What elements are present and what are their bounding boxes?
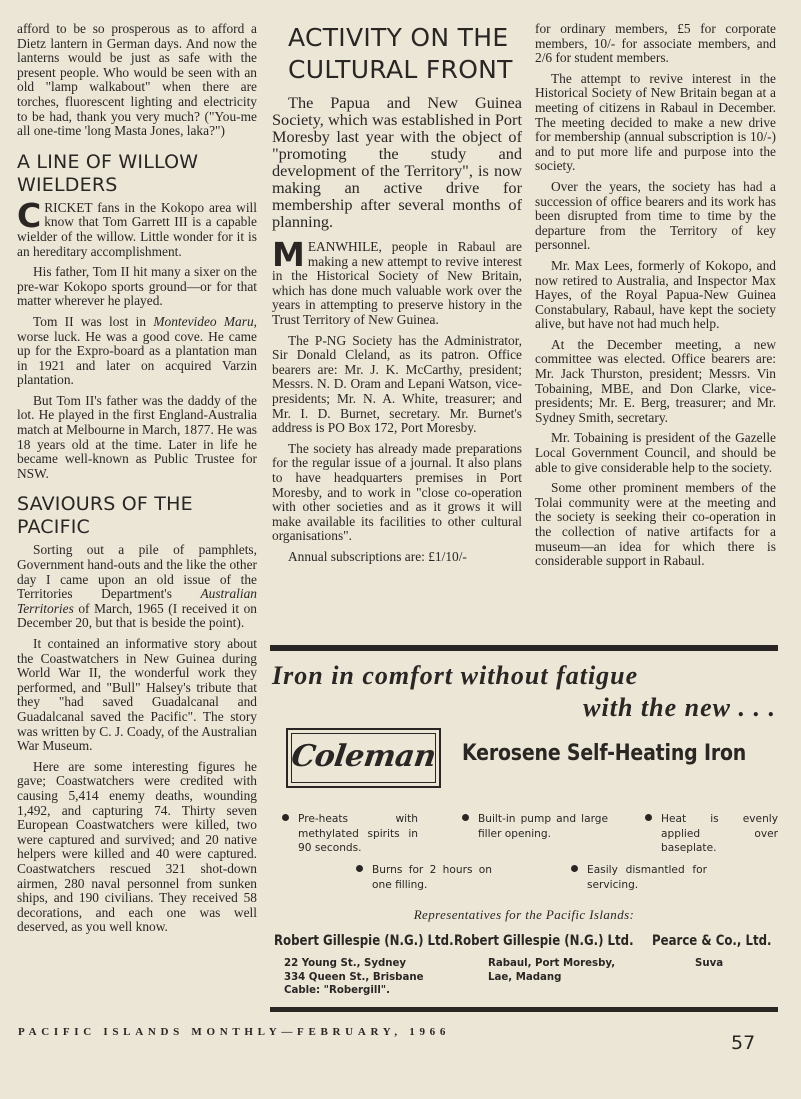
product-name: Kerosene Self-Heating Iron xyxy=(462,741,747,766)
willow-heading: A LINE OF WILLOW WIELDERS xyxy=(17,150,199,196)
ad-top-rule xyxy=(270,645,778,651)
cultural-paragraph-4: Annual subscriptions are: £1/10/- xyxy=(288,548,467,564)
bullet-icon xyxy=(356,865,363,872)
right-paragraph-2: Over the years, the society has had a succession of office bearers and its work has been disrupted from time to time by the departure from the Territory of key personnel. xyxy=(535,178,776,253)
willow-paragraph-3 xyxy=(17,315,257,388)
cultural-paragraph-3: The society has already made preparations for the regular issue of a journal. It also plans to have headquarters premises in Port Moresby, and to work in "close co-operation with other societies and as it grows it will make available its facilities to other cultural organisations". xyxy=(272,440,522,544)
saviours-paragraph-1 xyxy=(17,543,257,631)
bullet-icon xyxy=(645,814,652,821)
right-paragraph-3: Mr. Max Lees, formerly of Kokopo, and now retired to Australia, and Inspector Max Hayes, of the Royal Papua-New Guinea Constabulary, Rabaul, have kept the society alive, but have not had much help. xyxy=(535,257,776,332)
feature-text: Built-in pump and large filler opening. xyxy=(478,813,608,840)
bullet-icon xyxy=(282,814,289,821)
ship-name: Montevideo Maru xyxy=(153,313,254,329)
feature-text: Pre-heats with methylated spirits in 90 seconds. xyxy=(298,813,418,854)
willow-p3-end: , worse luck. He was a good cove. He came up for the Expro-board as a plantation man in 1921 and later on acquired Varzin plantation. xyxy=(17,313,257,388)
right-paragraph-5: Mr. Tobaining is president of the Gazelle Local Government Council, and should be able to give considerable help to the society. xyxy=(535,430,776,475)
cultural-paragraph-2: The P-NG Society has the Administrator, Sir Donald Cleland, as its patron. Office bearers are: Mr. J. K. McCarthy, president; Messrs. N. D. Oram and Lepani Watson, vice-presidents; Mr. N. A. White, treasurer; and Mr. I. D. Burnet, secretary. Mr. Burnet's address is PO Box 172, Port Moresby. xyxy=(272,332,522,436)
ad-headline-2: with the new . . . xyxy=(583,693,776,722)
cultural-p1-text: EANWHILE, people in Rabaul are making a new attempt to revive interest in the Historical Society of New Britain, which has done much valuable work over the years in attempting to preserve history in the Trust Territory of New Guinea. xyxy=(272,239,522,327)
coleman-advertisement xyxy=(270,645,778,1015)
willow-paragraph-4: But Tom II's father was the daddy of the lot. He played in the first England-Australia match at Melbourne in March, 1877. He was 18 years old at the time. Later in life he became well-known as Public Trustee for NSW. xyxy=(17,392,257,481)
feature-preheats xyxy=(298,812,418,856)
willow-p3-start: Tom II was lost in xyxy=(33,313,154,329)
saviours-paragraph-3: Here are some interesting figures he gave; Coastwatchers were credited with causing 5,414 enemy deaths, wounding 1,492, and capturing 74. Thirty seven European Coastwatchers were killed, two were captured and survived; and 20 native helpers were killed and 40 were captured. Coastwatchers rescued 321 shot-down airmen, 280 naval personnel from sunken ships, and 190 civilians. They received 58 decorations, and each one was well deserved, as you well know. xyxy=(17,758,257,935)
publication-name: Australian Territories xyxy=(17,586,257,616)
column-left xyxy=(17,22,257,941)
bullet-icon xyxy=(571,865,578,872)
column-middle xyxy=(272,22,522,570)
saviours-p1-start: Sorting out a pile of pamphlets, Government hand-outs and the like the other day I came upon an old issue of the Territories Department's xyxy=(17,542,257,602)
coleman-logo-text: Coleman xyxy=(289,739,438,774)
feature-dismantled xyxy=(587,863,707,892)
saviours-heading: SAVIOURS OF THE PACIFIC xyxy=(17,493,193,539)
willow-paragraph-1 xyxy=(17,195,257,259)
feature-burns xyxy=(372,863,492,892)
ad-headline-1: Iron in comfort without fatigue xyxy=(272,661,639,690)
ad-bottom-rule xyxy=(270,1007,778,1012)
address-rabaul: Rabaul, Port Moresby, Lae, Madang xyxy=(488,958,616,983)
footer-masthead: PACIFIC ISLANDS MONTHLY—FEBRUARY, 1966 xyxy=(18,1026,451,1038)
saviours-paragraph-2: It contained an informative story about the Coastwatchers in New Guinea during World War II, the wonderful work they performed, and "Bull" Halsey's tribute that they "had saved Guadalcanal and Guadalcanal saved the Pacific". The story was written by C. J. Coady, of the Australian War Museum. xyxy=(17,636,257,754)
right-paragraph-6: Some other prominent members of the Tolai community were at the meeting and the society is seeking their co-operation in the collection of native artifacts for a museum—an idea for which there is considerable support in Rabaul. xyxy=(535,480,776,569)
right-paragraph-4: At the December meeting, a new committee was elected. Office bearers are: Mr. Jack Thurston, president; Messrs. Vin Tobaining, MBE, and Don Clarke, vice-presidents; Mr. E. Berg, treasurer; and Mr. Sydney Smith, secretary. xyxy=(535,336,776,425)
cultural-paragraph-1 xyxy=(272,235,522,328)
column-right xyxy=(535,22,776,575)
drop-cap-c: C xyxy=(17,195,42,235)
drop-cap-m: M xyxy=(272,235,305,274)
feature-heat xyxy=(661,812,778,856)
page-number: 57 xyxy=(731,1032,756,1054)
address-sydney-brisbane: 22 Young St., Sydney 334 Queen St., Brisbane Cable: "Robergill". xyxy=(284,958,424,996)
feature-text: Burns for 2 hours on one filling. xyxy=(372,864,492,891)
lead-paragraph: The Papua and New Guinea Society, which was established in Port Moresby last year with the object of "promoting the study and development of the Territory", is now making an active drive for membership after several months of planning. xyxy=(272,93,522,231)
willow-paragraph-2: His father, Tom II hit many a sixer on the pre-war Kokopo sports ground—or for that matter wherever he played. xyxy=(17,264,257,309)
willow-p1-text: RICKET fans in the Kokopo area will know that Tom Garrett III is a capable wielder of the willow. Little wonder for it is an hereditary accomplishment. xyxy=(17,199,257,259)
cultural-front-heading: ACTIVITY ON THE CULTURAL FRONT xyxy=(288,23,513,84)
intro-paragraph: afford to be so prosperous as to afford a Dietz lantern in German days. And now the lanterns would be just as safe with the present people. Who would be seen with an old "lamp walkabout" when there are torches, fluorescent lighting and electricity to be had, thank you very much? ("You-me all one-time 'long Masta Jones, laka?") xyxy=(17,21,257,139)
continued-paragraph: for ordinary members, £5 for corporate members, 10/- for associate members, and 2/6 for student members. xyxy=(535,21,776,66)
company-gillespie-sydney: Robert Gillespie (N.G.) Ltd. xyxy=(274,933,454,949)
saviours-p1-end: of March, 1965 (I received it on December 20, but that is beside the point). xyxy=(17,600,257,631)
right-paragraph-1: The attempt to revive interest in the Historical Society of New Britain began at a meeting of citizens in Rabaul in December. The meeting decided to make a new drive for membership (annual subscription is 10/-) and to put more life and purpose into the society. xyxy=(535,70,776,174)
representatives-label: Representatives for the Pacific Islands: xyxy=(413,907,635,922)
address-suva: Suva xyxy=(695,958,724,969)
feature-pump xyxy=(478,812,608,841)
bullet-icon xyxy=(462,814,469,821)
company-pearce: Pearce & Co., Ltd. xyxy=(652,933,772,949)
feature-text: Easily dismantled for servicing. xyxy=(587,864,707,891)
feature-text: Heat is evenly applied over baseplate. xyxy=(661,813,778,854)
coleman-logo xyxy=(286,728,441,788)
company-gillespie-rabaul: Robert Gillespie (N.G.) Ltd. xyxy=(454,933,634,949)
